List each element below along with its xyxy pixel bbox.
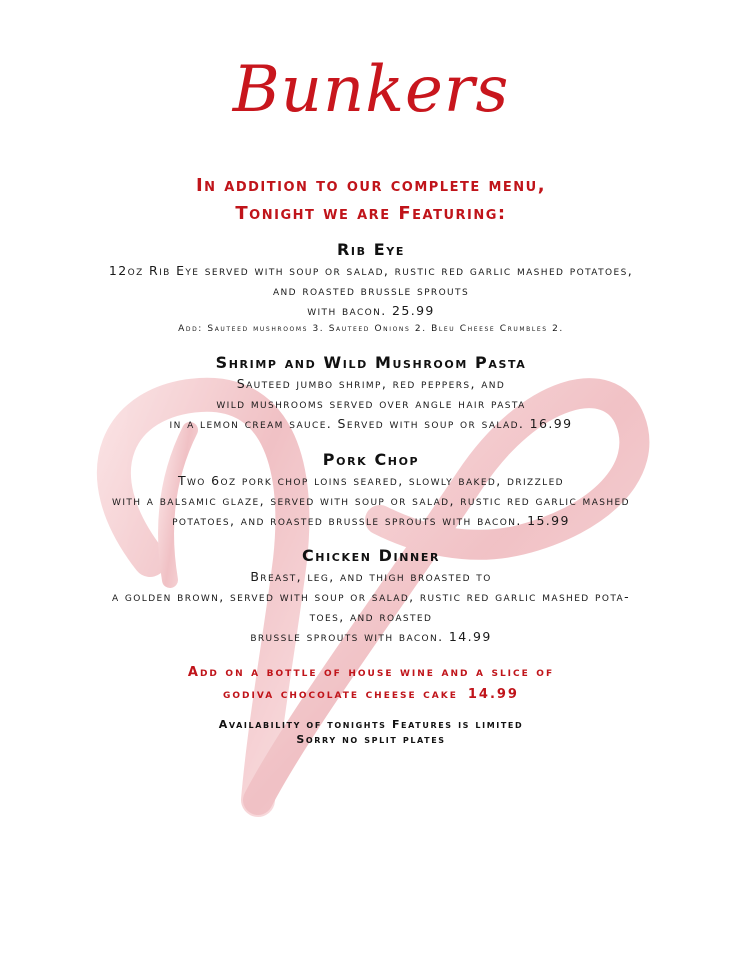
- dish-addons-note: Add: Sauteed mushrooms 3. Sauteed Onions 2. Bleu Cheese Crumbles 2.: [178, 324, 564, 334]
- addon-line-2: [0, 684, 742, 706]
- dish-name: Chicken Dinner: [301, 546, 441, 565]
- addon-price: 14.99: [467, 687, 519, 702]
- dish-description-line: Two 6oz pork chop loins seared, slowly baked, drizzled: [177, 473, 565, 488]
- addon-item: godiva chocolate cheese cake: [223, 687, 458, 702]
- no-split-plates-line: Sorry no split plates: [296, 733, 446, 746]
- dish-pork-chop: [0, 449, 742, 531]
- dish-description-line: brussle sprouts with bacon. 14.99: [250, 629, 492, 644]
- restaurant-logo: Bunkers: [232, 53, 510, 127]
- addon-line-1: Add on a bottle of house wine and a slice of: [187, 665, 555, 680]
- dish-description-line: with bacon. 25.99: [307, 303, 435, 318]
- intro-line-2: Tonight we are Featuring:: [235, 203, 507, 224]
- dish-rib-eye: [0, 239, 742, 337]
- dish-shrimp-pasta: [0, 352, 742, 434]
- dish-name: Pork Chop: [322, 450, 420, 469]
- dish-description-line: Sauteed jumbo shrimp, red peppers, and: [236, 376, 506, 391]
- featured-intro: [0, 172, 742, 228]
- dish-description-line: potatoes, and roasted brussle sprouts with bacon. 15.99: [172, 513, 570, 528]
- dish-description-line: a golden brown, served with soup or salad, rustic red garlic mashed pota-: [112, 589, 630, 604]
- dish-description-line: wild mushrooms served over angle hair pasta: [216, 396, 526, 411]
- dish-description-line: in a lemon cream sauce. Served with soup or salad. 16.99: [169, 416, 573, 431]
- dish-name: Shrimp and Wild Mushroom Pasta: [215, 353, 527, 372]
- dish-description-line: and roasted brussle sprouts: [272, 283, 470, 298]
- dish-description-line: with a balsamic glaze, served with soup or salad, rustic red garlic mashed: [112, 493, 630, 508]
- dish-chicken-dinner: [0, 545, 742, 647]
- intro-line-1: In addition to our complete menu,: [195, 175, 547, 196]
- availability-line: Availability of tonights Features is limited: [218, 718, 524, 731]
- dish-description-line: toes, and roasted: [309, 609, 433, 624]
- dish-description-line: 12oz Rib Eye served with soup or salad, rustic red garlic mashed potatoes,: [108, 263, 634, 278]
- availability-notice: [0, 717, 742, 747]
- dish-description-line: Breast, leg, and thigh broasted to: [250, 569, 492, 584]
- dish-name: Rib Eye: [337, 240, 405, 259]
- wine-cheesecake-addon: [0, 662, 742, 706]
